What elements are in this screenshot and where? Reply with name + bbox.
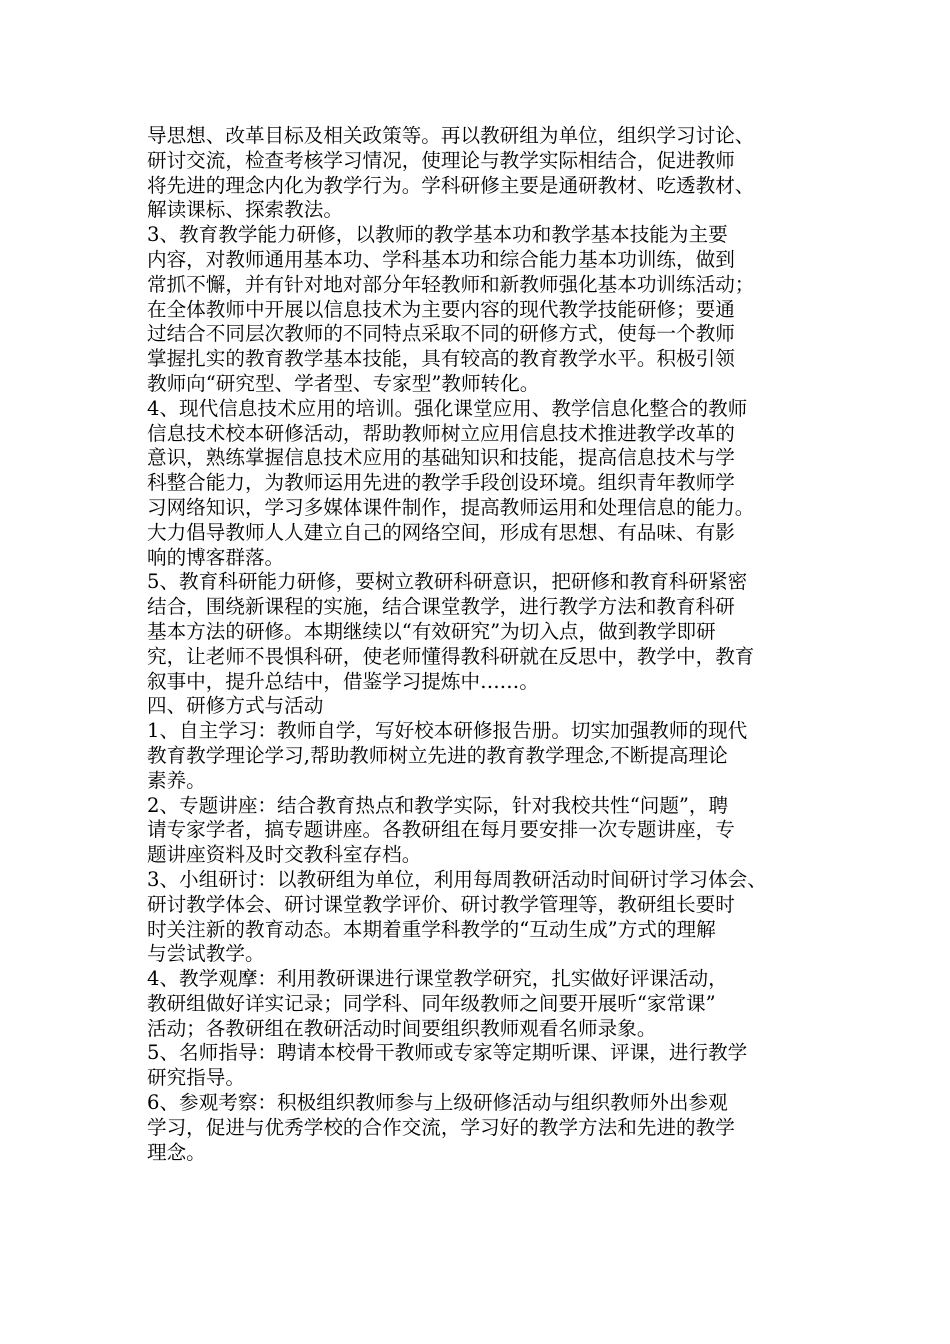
text-line: 3、小组研讨：以教研组为单位，利用每周教研活动时间研讨学习体会、 (147, 867, 767, 891)
text-line: 1、自主学习：教师自学，写好校本研修报告册。切实加强教师的现代 (147, 719, 748, 743)
text-line: 教育教学理论学习,帮助教师树立先进的教育教学理念,不断提高理论 (147, 743, 728, 767)
text-line: 教研组做好详实记录；同学科、同年级教师之间要开展听“家常课” (147, 991, 716, 1015)
text-line: 大力倡导教师人人建立自己的网络空间，形成有思想、有品味、有影 (147, 520, 735, 544)
text-line: 信息技术校本研修活动，帮助教师树立应用信息技术推进教学改革的 (147, 421, 735, 445)
text-line: 习网络知识，学习多媒体课件制作，提高教师运用和处理信息的能力。 (147, 495, 755, 519)
text-line: 四、研修方式与活动 (147, 694, 324, 718)
text-line: 叙事中，提升总结中，借鉴学习提炼中……。 (147, 669, 539, 693)
text-line: 理念。 (147, 1140, 206, 1164)
text-line: 在全体教师中开展以信息技术为主要内容的现代教学技能研修；要通 (147, 297, 735, 321)
text-line: 请专家学者，搞专题讲座。各教研组在每月要安排一次专题讲座，专 (147, 818, 735, 842)
text-line: 5、名师指导：聘请本校骨干教师或专家等定期听课、评课，进行教学 (147, 1041, 748, 1065)
text-line: 教师向“研究型、学者型、专家型”教师转化。 (147, 371, 540, 395)
text-line: 过结合不同层次教师的不同特点采取不同的研修方式，使每一个教师 (147, 322, 735, 346)
text-line: 掌握扎实的教育教学基本技能，具有较高的教育教学水平。积极引领 (147, 347, 735, 371)
text-line: 究，让老师不畏惧科研，使老师懂得教科研就在反思中，教学中，教育 (147, 644, 755, 668)
text-line: 素养。 (147, 768, 206, 792)
document-body (147, 124, 827, 1165)
text-line: 基本方法的研修。本期继续以“有效研究”为切入点，做到教学即研 (147, 619, 716, 643)
text-line: 将先进的理念内化为教学行为。学科研修主要是通研教材、吃透教材、 (147, 173, 755, 197)
text-line: 活动；各教研组在教研活动时间要组织教师观看名师录象。 (147, 1016, 657, 1040)
text-line: 4、教学观摩：利用教研课进行课堂教学研究，扎实做好评课活动， (147, 967, 728, 991)
text-line: 题讲座资料及时交教科室存档。 (147, 843, 422, 867)
text-line: 响的博客群落。 (147, 545, 285, 569)
text-line: 与尝试教学。 (147, 942, 265, 966)
text-line: 学习，促进与优秀学校的合作交流，学习好的教学方法和先进的教学 (147, 1115, 735, 1139)
text-line: 2、专题讲座：结合教育热点和教学实际，针对我校共性“问题”，聘 (147, 793, 729, 817)
text-line: 导思想、改革目标及相关政策等。再以教研组为单位，组织学习讨论、 (147, 124, 755, 147)
text-line: 研究指导。 (147, 1066, 245, 1090)
text-line: 常抓不懈，并有针对地对部分年轻教师和新教师强化基本功训练活动； (147, 272, 755, 296)
text-line: 时关注新的教育动态。本期着重学科教学的“互动生成”方式的理解 (147, 917, 716, 941)
text-line: 6、参观考察：积极组织教师参与上级研修活动与组织教师外出参观 (147, 1091, 728, 1115)
text-line: 意识，熟练掌握信息技术应用的基础知识和技能，提高信息技术与学 (147, 446, 735, 470)
text-line: 解读课标、探索教法。 (147, 198, 343, 222)
text-line: 研讨交流，检查考核学习情况，使理论与教学实际相结合，促进教师 (147, 148, 735, 172)
text-line: 内容，对教师通用基本功、学科基本功和综合能力基本功训练，做到 (147, 247, 735, 271)
text-line: 科整合能力，为教师运用先进的教学手段创设环境。组织青年教师学 (147, 471, 735, 495)
text-line: 结合，围绕新课程的实施，结合课堂教学，进行教学方法和教育科研 (147, 595, 735, 619)
text-line: 5、教育科研能力研修，要树立教研科研意识，把研修和教育科研紧密 (147, 570, 748, 594)
text-line: 研讨教学体会、研讨课堂教学评价、研讨教学管理等，教研组长要时 (147, 892, 735, 916)
text-line: 4、现代信息技术应用的培训。强化课堂应用、教学信息化整合的教师 (147, 396, 748, 420)
text-line: 3、教育教学能力研修，以教师的教学基本功和教学基本技能为主要 (147, 223, 728, 247)
